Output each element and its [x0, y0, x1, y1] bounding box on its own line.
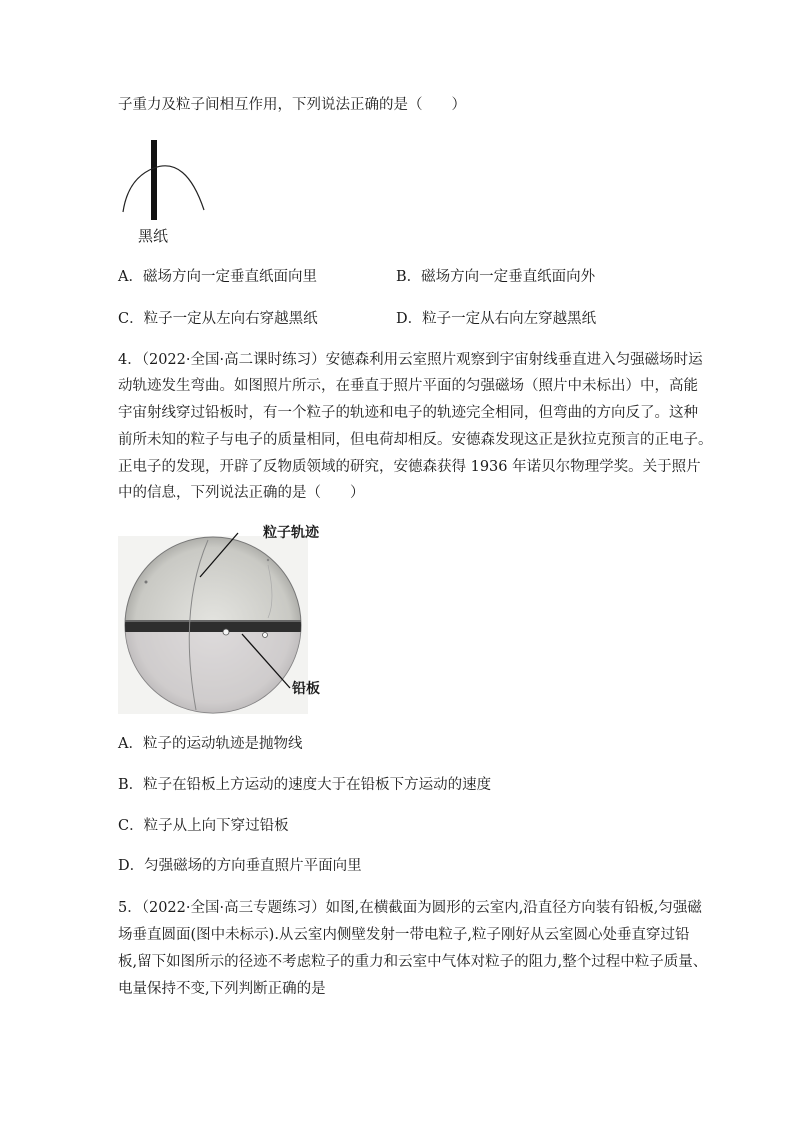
q5-line-2: 场垂直圆面(图中未标示).从云室内侧壁发射一带电粒子,粒子刚好从云室圆心处垂直穿过铅: [118, 927, 690, 943]
q4-line-1: 4．（2022·全国·高二课时练习）安德森利用云室照片观察到宇宙射线垂直进入匀强磁场时运: [118, 352, 703, 368]
q3-option-a[interactable]: A．磁场方向一定垂直纸面向里: [118, 269, 317, 285]
q3-stem-tail: 子重力及粒子间相互作用，下列说法正确的是（ ）: [118, 97, 466, 113]
q3-option-b[interactable]: B．磁场方向一定垂直纸面向外: [396, 269, 596, 285]
q4-option-d[interactable]: D．匀强磁场的方向垂直照片平面向里: [118, 858, 362, 874]
q5-line-1: 5．（2022·全国·高三专题练习）如图,在横截面为圆形的云室内,沿直径方向装有铅板,匀强磁: [118, 900, 702, 916]
q4-line-6: 中的信息，下列说法正确的是（ ）: [118, 485, 365, 501]
black-paper-strip: [151, 140, 157, 220]
q4-option-a[interactable]: A．粒子的运动轨迹是抛物线: [118, 736, 303, 752]
q5-line-3: 板,留下如图所示的径迹不考虑粒子的重力和云室中气体对粒子的阻力,整个过程中粒子质量、: [118, 954, 708, 970]
q4-line-4: 前所未知的粒子与电子的质量相同，但电荷却相反。安德森发现这正是狄拉克预言的正电子。: [118, 432, 713, 448]
q4-option-c[interactable]: C．粒子从上向下穿过铅板: [118, 818, 289, 834]
q4-line-5: 正电子的发现，开辟了反物质领域的研究，安德森获得 1936 年诺贝尔物理学奖。关于照片: [118, 459, 701, 475]
q3-figure-label: 黑纸: [138, 227, 169, 245]
q4-label-track: 粒子轨迹: [263, 525, 319, 541]
q5-line-4: 电量保持不变,下列判断正确的是: [118, 981, 326, 997]
lead-plate: [118, 622, 308, 632]
q3-option-d[interactable]: D．粒子一定从右向左穿越黑纸: [396, 311, 597, 327]
q4-label-plate: 铅板: [292, 681, 320, 697]
particle-arc: [123, 166, 204, 212]
q4-line-2: 动轨迹发生弯曲。如图照片所示，在垂直于照片平面的匀强磁场（照片中未标出）中，高能: [118, 378, 698, 394]
black-paper-diagram: [118, 138, 218, 228]
q4-line-3: 宇宙射线穿过铅板时，有一个粒子的轨迹和电子的轨迹完全相同，但弯曲的方向反了。这种: [118, 405, 698, 421]
q3-option-c[interactable]: C．粒子一定从左向右穿越黑纸: [118, 311, 318, 327]
q4-option-b[interactable]: B．粒子在铅板上方运动的速度大于在铅板下方运动的速度: [118, 777, 492, 793]
